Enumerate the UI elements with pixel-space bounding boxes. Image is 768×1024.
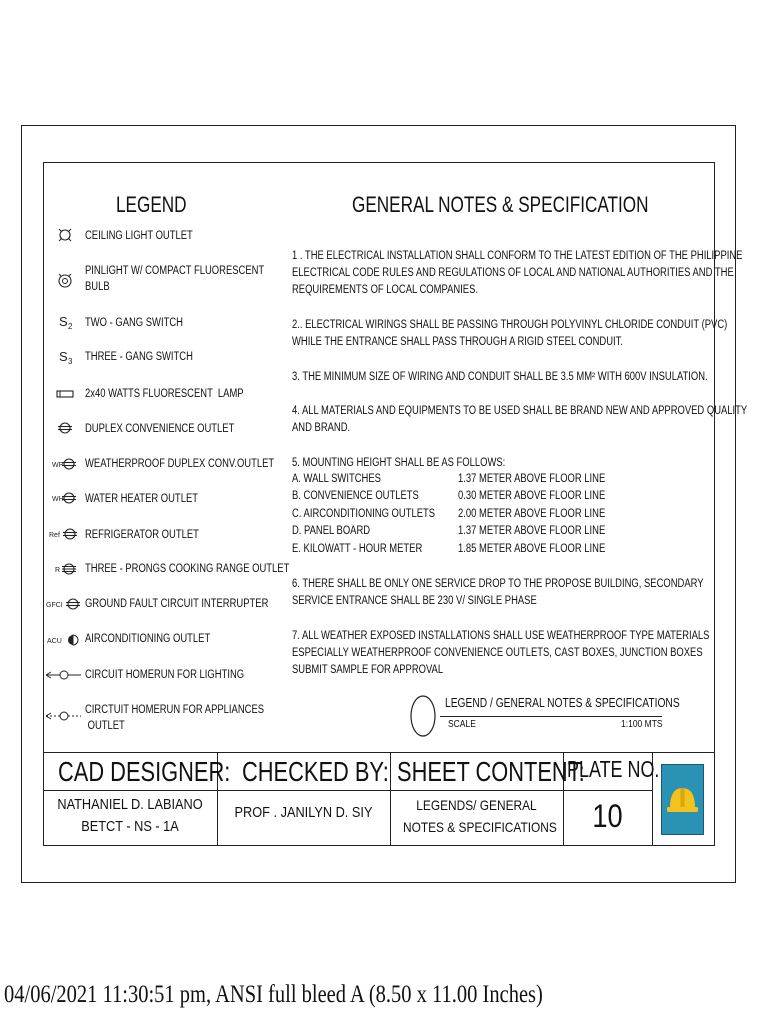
notes-title: GENERAL NOTES & SPECIFICATION [352,192,649,217]
svg-text:R: R [55,567,61,574]
designer-label: CAD DESIGNER: [58,756,231,787]
mounting-value: 2.00 METER ABOVE FLOOR LINE [458,508,606,520]
aircon-outlet-icon [43,630,83,650]
three-gang-switch-icon [43,347,83,367]
legend-label: TWO - GANG SWITCH [85,317,183,329]
homerun-lighting-icon [43,665,83,685]
legend-label: GROUND FAULT CIRCUIT INTERRUPTER [85,598,269,610]
title-block-divider [390,752,391,846]
note-2: 2.. ELECTRICAL WIRINGS SHALL BE PASSING THROUGH POLYVINYL CHLORIDE CONDUIT (PVC) WHILE THE ENTRANCE SHALL PASS THROUGH A RIGID STEEL CONDUIT. [292,319,728,348]
legend-label: CIRCUIT HOMERUN FOR LIGHTING [85,669,245,681]
legend-item [43,596,273,630]
svg-text:Ref: Ref [49,532,60,539]
scale-label: SCALE [448,719,476,730]
sheet-label: SHEET CONTENT: [397,756,585,787]
legend-title: LEGEND [116,192,187,217]
sheet-content-line2: NOTES & SPECIFICATIONS [402,819,557,835]
checked-name: PROF . JANILYN D. SIY [234,804,373,821]
legend-label: WATER HEATER OUTLET [85,493,198,505]
weatherproof-outlet-icon [43,454,83,474]
mounting-item: D. PANEL BOARD [292,525,371,537]
svg-text:WP: WP [52,462,64,469]
legend-label: REFRIGERATOR OUTLET [85,529,199,541]
ceiling-light-icon [43,225,83,245]
fluorescent-lamp-icon [43,384,83,404]
legend-label: CIRCTUIT HOMERUN FOR APPLIANCES OUTLET [85,704,265,732]
duplex-outlet-icon [43,418,83,438]
pinlight-icon [43,271,83,291]
legend-label: WEATHERPROOF DUPLEX CONV.OUTLET [85,458,275,470]
mounting-item: B. CONVENIENCE OUTLETS [292,490,419,502]
title-block-mid-line [43,790,652,791]
legend-item [43,263,273,297]
sheet-content-line1: LEGENDS/ GENERAL [416,797,537,813]
legend-item [43,631,273,665]
legend-label: DUPLEX CONVENIENCE OUTLET [85,423,235,435]
drawing-title: LEGEND / GENERAL NOTES & SPECIFICATIONS [445,696,680,710]
mounting-item: E. KILOWATT - HOUR METER [292,543,423,555]
svg-text:S: S [59,349,68,364]
scale-value: 1:100 MTS [621,719,663,730]
legend-item [43,491,273,525]
designer-name: NATHANIEL D. LABIANO [57,796,203,813]
range-outlet-icon [43,559,83,579]
legend-label: THREE - GANG SWITCH [85,351,193,363]
hard-hat-icon [661,764,704,835]
title-block-top-line [43,752,715,753]
legend-item [43,456,273,490]
plate-number: 10 [592,798,623,834]
homerun-appliances-icon [43,706,83,726]
mounting-value: 1.85 METER ABOVE FLOOR LINE [458,543,606,555]
svg-text:ACU: ACU [47,638,62,645]
note-6: 6. THERE SHALL BE ONLY ONE SERVICE DROP TO THE PROPOSE BUILDING, SECONDARY SERVICE ENTRANCE SHALL BE 230 V/ SINGLE PHASE [292,578,704,607]
designer-section: BETCT - NS - 1A [81,818,179,835]
note-4: 4. ALL MATERIALS AND EQUIPMENTS TO BE USED SHALL BE BRAND NEW AND APPROVED QUALITY AND BRAND. [292,405,748,434]
drawing-title-bubble-icon [405,690,445,742]
mounting-value: 1.37 METER ABOVE FLOOR LINE [458,525,606,537]
legend-item [43,702,273,736]
checked-label: CHECKED BY: [242,756,389,787]
legend-item [43,349,273,383]
legend-label: THREE - PRONGS COOKING RANGE OUTLET [85,563,290,575]
note-7: 7. ALL WEATHER EXPOSED INSTALLATIONS SHALL USE WEATHERPROOF TYPE MATERIALS ESPECIALLY WEATHERPROOF CONVENIENCE OUTLETS, CAST BOXES, JUNCTION BOXES SUBMIT SAMPLE FOR APPROVAL [292,630,710,676]
svg-text:GFCI: GFCI [46,602,63,609]
legend-item [43,527,273,561]
legend-item [43,421,273,455]
plate-label: PLATE NO. [567,756,660,782]
legend-label: PINLIGHT W/ COMPACT FLUORESCENT BULB [85,265,265,293]
drawing-title-underline [440,716,662,717]
svg-text:WH: WH [52,496,64,503]
legend-item [43,228,273,262]
print-footer: 04/06/2021 11:30:51 pm, ANSI full bleed A (8.50 x 11.00 Inches) [4,981,543,1008]
mounting-item: C. AIRCONDITIONING OUTLETS [292,508,436,520]
svg-text:2: 2 [68,322,73,331]
legend-item [43,386,273,420]
legend-label: AIRCONDITIONING OUTLET [85,633,211,645]
gfci-icon [43,594,83,614]
legend-item [43,315,273,349]
legend-label: CEILING LIGHT OUTLET [85,230,193,242]
mounting-value: 0.30 METER ABOVE FLOOR LINE [458,490,606,502]
svg-text:S: S [59,314,68,329]
note-3: 3. THE MINIMUM SIZE OF WIRING AND CONDUIT SHALL BE 3.5 MM² WITH 600V INSULATION. [292,371,708,383]
mounting-value: 1.37 METER ABOVE FLOOR LINE [458,473,606,485]
refrigerator-outlet-icon [43,524,83,544]
legend-item [43,667,273,701]
water-heater-outlet-icon [43,488,83,508]
mounting-item: A. WALL SWITCHES [292,473,381,485]
svg-text:3: 3 [68,357,73,366]
legend-label: 2x40 WATTS FLUORESCENT LAMP [85,388,244,400]
legend-item [43,561,290,595]
two-gang-switch-icon [43,312,83,332]
note-5-title: 5. MOUNTING HEIGHT SHALL BE AS FOLLOWS: [292,457,506,469]
note-1: 1 . THE ELECTRICAL INSTALLATION SHALL CONFORM TO THE LATEST EDITION OF THE PHILIPPINE ELECTRICAL CODE RULES AND REGULATIONS OF LOCAL AND NATIONAL AUTHORITIES AND THE REQUIREMENTS OF LOCAL COMPANIES. [292,250,743,296]
